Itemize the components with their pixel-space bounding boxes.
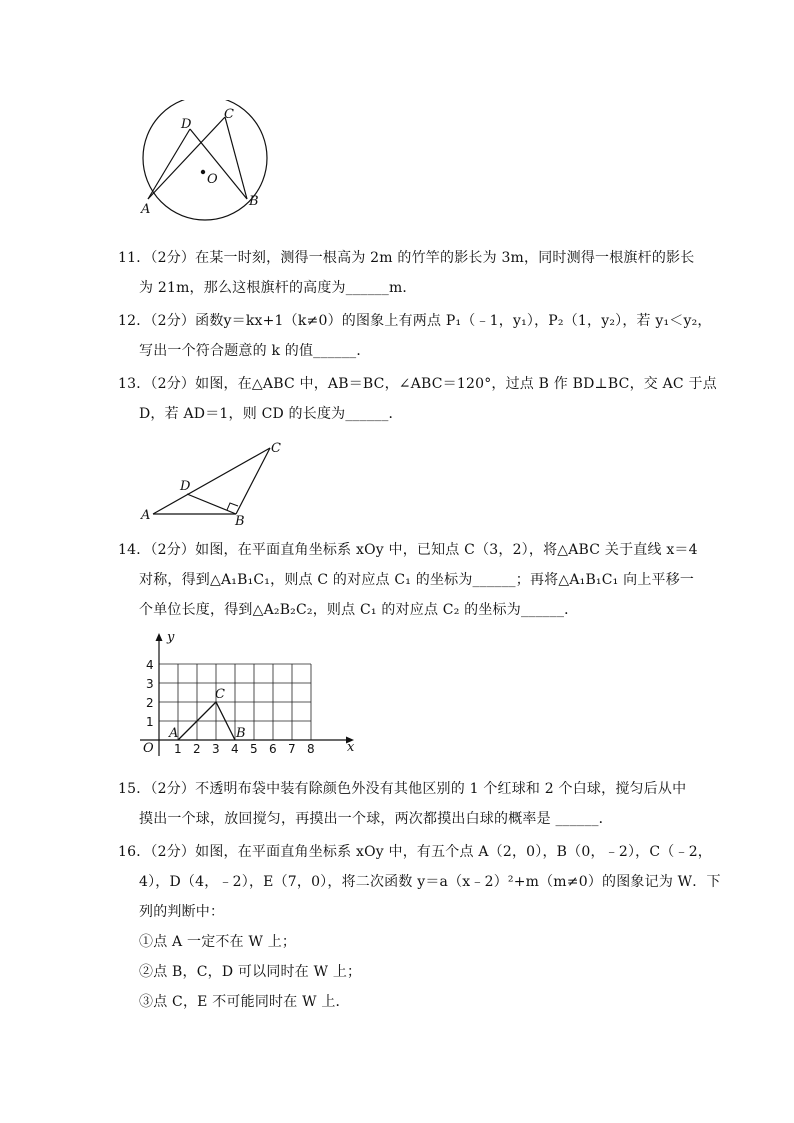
x-tick-1: 1 [174, 742, 182, 756]
question-15-line-1: 15．（2分）不透明布袋中装有除颜色外没有其他区别的 1 个红球和 2 个白球，搅匀后从中 [118, 781, 687, 797]
question-12-line-1: 12．（2分）函数y＝kx+1（k≠0）的图象上有两点 P₁（﹣1，y₁），P₂（1，y₂），若 y₁＜y₂， [118, 313, 712, 329]
question-13-line-1: 13．（2分）如图，在△ABC 中，AB＝BC，∠ABC＝120°，过点 B 作 BD⊥BC，交 AC 于点 [118, 376, 717, 392]
question-16-item-1: ①点 A 一定不在 W 上； [139, 934, 297, 950]
question-15-line-2: 摸出一个球，放回搅匀，再摸出一个球，两次都摸出白球的概率是 ______． [139, 811, 613, 827]
triangle-figure [138, 438, 288, 526]
chord-DB [190, 129, 247, 199]
grid-lines [159, 664, 311, 740]
y-tick-4: 4 [146, 658, 154, 672]
question-14 [118, 535, 698, 625]
y-tick-1: 1 [146, 715, 154, 729]
x-tick-5: 5 [250, 742, 258, 756]
label-C: C [271, 441, 281, 456]
question-16-line-3: 列的判断中： [139, 904, 225, 920]
question-16-line-2: 4），D（4，﹣2），E（7，0），将二次函数 y＝a（x﹣2）²+m（m≠0）的图象记为 W．下 [139, 874, 721, 890]
x-tick-4: 4 [231, 742, 239, 756]
circle-figure [135, 100, 275, 225]
label-A: A [141, 202, 151, 217]
question-13-line-2: D，若 AD＝1，则 CD 的长度为______． [139, 406, 403, 422]
chord-AD [148, 129, 190, 199]
label-D: D [180, 479, 191, 494]
label-C: C [215, 687, 225, 702]
question-16-item-2: ②点 B，C，D 可以同时在 W 上； [139, 964, 362, 980]
x-tick-8: 8 [307, 742, 315, 756]
label-A: A [141, 508, 151, 523]
question-13 [118, 369, 717, 429]
x-tick-6: 6 [269, 742, 277, 756]
y-axis-label: y [167, 630, 175, 645]
label-C: C [224, 107, 234, 122]
question-11 [118, 243, 695, 303]
coordinate-grid-figure [135, 630, 365, 760]
y-axis-arrow [156, 633, 163, 641]
question-12-line-2: 写出一个符合题意的 k 的值______． [139, 343, 371, 359]
question-16 [118, 837, 721, 1017]
label-A: A [169, 726, 179, 741]
segment-BD [187, 494, 236, 514]
label-D: D [181, 117, 192, 132]
y-tick-3: 3 [146, 677, 154, 691]
question-14-line-1: 14．（2分）如图，在平面直角坐标系 xOy 中，已知点 C（3，2），将△ABC 关于直线 x＝4 [118, 542, 698, 558]
label-B: B [235, 514, 245, 526]
question-14-line-2: 对称，得到△A₁B₁C₁，则点 C 的对应点 C₁ 的坐标为______；再将△A₁B₁C₁ 向上平移一 [139, 572, 695, 588]
question-12 [118, 306, 712, 366]
question-16-line-1: 16．（2分）如图，在平面直角坐标系 xOy 中，有五个点 A（2，0），B（0，﹣2），C（﹣2， [118, 844, 712, 860]
right-angle-mark [227, 503, 238, 510]
question-11-line-1: 11．（2分）在某一时刻，测得一根高为 2m 的竹竿的影长为 3m，同时测得一根旗杆的影长 [118, 250, 695, 266]
x-axis-label: x [347, 740, 355, 755]
label-O: O [207, 172, 218, 187]
label-B: B [249, 194, 259, 209]
x-tick-2: 2 [193, 742, 201, 756]
center-point [201, 170, 205, 174]
question-11-line-2: 为 21m，那么这根旗杆的高度为______m． [139, 280, 417, 296]
question-15 [118, 774, 688, 834]
x-tick-3: 3 [212, 742, 220, 756]
question-14-line-3: 个单位长度，得到△A₂B₂C₂，则点 C₁ 的对应点 C₂ 的坐标为______． [139, 602, 579, 618]
label-B: B [236, 726, 246, 741]
question-16-item-3: ③点 C，E 不可能同时在 W 上． [139, 994, 350, 1010]
chord-CB [225, 117, 247, 199]
y-tick-2: 2 [146, 696, 154, 710]
origin-label: O [143, 741, 154, 756]
x-tick-7: 7 [288, 742, 296, 756]
